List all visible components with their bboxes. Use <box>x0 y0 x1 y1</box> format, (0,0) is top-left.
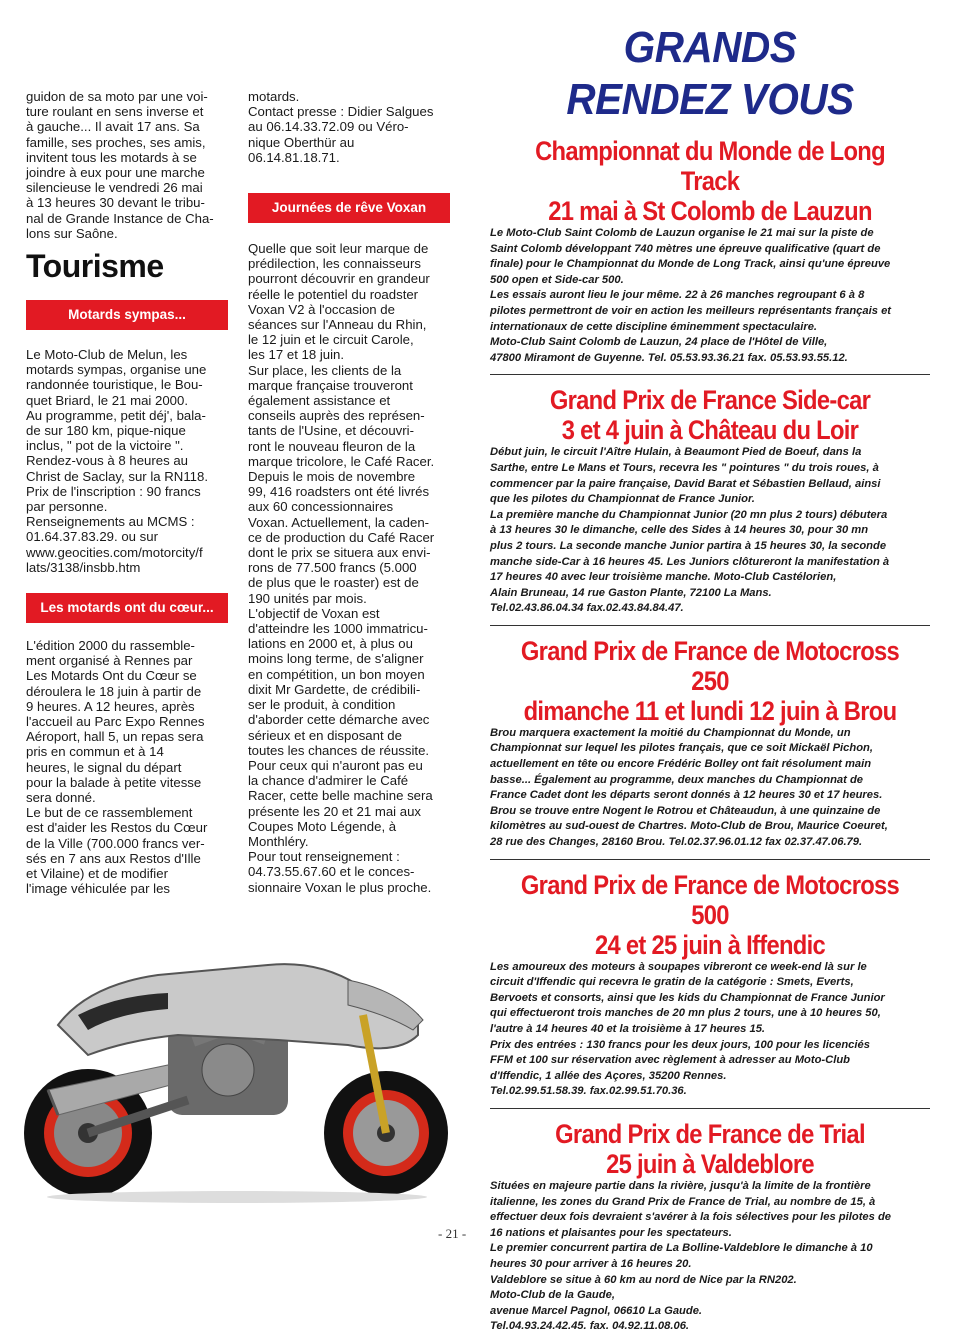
event-block <box>490 870 930 1109</box>
text-line: dixit Mr Gardette, de crédibili- <box>248 681 421 697</box>
text-line: pris en commun et à 14 <box>26 744 164 760</box>
text-line: Aéroport, hall 5, un repas sera <box>26 729 204 745</box>
col1-box1-body <box>26 347 228 575</box>
text-line: Au programme, petit déj', bala- <box>26 407 206 423</box>
text-line: ce de production du Café Racer <box>248 529 435 545</box>
events-list <box>490 136 930 1335</box>
event-line: basse... Également au programme, deux manches du Championnat de <box>490 773 864 786</box>
text-line: aux 60 concessionnaires <box>248 499 394 515</box>
event-line: Situées en majeure partie dans la rivière, jusqu'à la limite de la frontière <box>490 1179 871 1192</box>
text-line: Pour ceux qui n'auront pas eu <box>248 757 423 773</box>
event-line: Saint Colomb développant 740 mètres une épreuve qualificative (quart de <box>490 242 881 255</box>
event-line: Le Moto-Club Saint Colomb de Lauzun organise le 21 mai sur la piste de <box>490 227 874 239</box>
event-line: actuellement en tête ou encore Frédéric Bolley ont fait résolument main <box>490 758 872 771</box>
text-line: Prix de l'inscription : 90 francs <box>26 483 201 499</box>
event-date: 3 et 4 juin à Château du Loir <box>561 415 859 446</box>
event-line: Le premier concurrent partira de La Bolline-Valdeblore le dimanche à 10 <box>490 1242 873 1255</box>
text-line: invitent tous les motards à se <box>26 149 197 165</box>
event-line: finale) pour le Championnat du Monde de Long Track, ainsi qu'une épreuve <box>490 258 891 271</box>
col1-intro <box>26 89 228 241</box>
event-block <box>490 1119 930 1335</box>
event-title: Grand Prix de France de Trial <box>555 1118 865 1149</box>
box-title-motards-sympas: Motards sympas... <box>26 300 228 330</box>
box-title-motards-coeur: Les motards ont du cœur... <box>26 593 228 623</box>
event-line: La première manche du Championnat Junior (20 mn plus 2 tours) débutera <box>490 508 888 521</box>
text-line: lats/3138/insbb.htm <box>26 559 141 575</box>
event-line: France Cadet dont les départs seront donnés à 12 heures 30 et 17 heures. <box>490 789 883 802</box>
page-number: - 21 - <box>438 1226 467 1241</box>
event-line: internationaux de cette discipline éminemment spectaculaire. <box>490 320 818 333</box>
event-line: manche side-Car à 16 heures 45. Les Juniors clôtureront la manifestation à <box>490 555 890 568</box>
text-line: Coupes Moto Légende, à <box>248 818 397 834</box>
text-line: d'atteindre les 1000 immatricu- <box>248 621 428 637</box>
text-line: sera donné. <box>26 790 96 806</box>
event-title: Grand Prix de France de Motocross 500 <box>520 869 900 930</box>
text-line: Le Moto-Club de Melun, les <box>26 347 188 362</box>
text-line: Monthléry. <box>248 833 309 849</box>
text-line: sés en 7 ans aux Restos d'Ille <box>26 850 201 866</box>
event-line: Alain Bruneau, 14 rue Gaston Plante, 72100 La Mans. <box>490 586 772 599</box>
text-line: à 13 heures 30 devant le tribu- <box>26 195 205 211</box>
event-body <box>490 726 930 851</box>
text-line: lons sur Saône. <box>26 225 118 241</box>
text-line: 04.73.55.67.60 et le conces- <box>248 864 415 880</box>
text-line: Quelle que soit leur marque de <box>248 241 429 256</box>
text-line: au 06.14.33.72.09 ou Véro- <box>248 119 409 135</box>
text-line: 06.14.81.18.71. <box>248 149 340 165</box>
event-line: Tel.02.99.51.58.39. fax.02.99.51.70.36. <box>490 1085 687 1098</box>
text-line: prédilection, les connaisseurs <box>248 256 421 272</box>
col2-intro <box>248 89 450 165</box>
event-date: 21 mai à St Colomb de Lauzun <box>548 196 872 226</box>
text-line: réelle le potentiel du roadster <box>248 286 419 302</box>
text-line: dont le prix se situera aux envi- <box>248 545 431 561</box>
text-line: toutes les chances de réussite. <box>248 742 430 758</box>
event-line: Brou marquera exactement la moitié du Championnat du Monde, un <box>490 726 851 739</box>
event-body <box>490 226 930 366</box>
text-line: pourront découvrir en grandeur <box>248 271 430 287</box>
event-line: italienne, les zones du Grand Prix de France de Trial, au nombre de 15, à <box>490 1195 876 1208</box>
text-line: Rendez-vous à 8 heures au <box>26 453 189 469</box>
event-line: avenue Marcel Pagnol, 06610 La Gaude. <box>490 1304 703 1317</box>
event-line: Début juin, le circuit l'Aître Hulain, à Beaumont Pied de Boeuf, dans la <box>490 446 862 459</box>
event-line: d'Iffendic, 1 allée des Açores, 35200 Rennes. <box>490 1069 727 1082</box>
event-line: Tel.04.93.24.42.45. fax. 04.92.11.08.06. <box>490 1320 690 1333</box>
event-title: Grand Prix de France Side-car <box>549 385 871 416</box>
text-line: en compétition, un bon moyen <box>248 666 425 682</box>
section-title-tourisme: Tourisme <box>26 248 164 284</box>
event-body <box>490 445 930 617</box>
event-line: à 13 heures 30 le dimanche, celle des Sides à 14 heures 30, pour 30 mn <box>490 524 869 537</box>
event-line: kilomètres au sud-ouest de Chartres. Moto-Club de Brou, Maurice Coeuret, <box>490 820 888 833</box>
event-body <box>490 1179 930 1335</box>
text-line: et Vilaine) et de modifier <box>26 866 168 882</box>
event-line: que les pilotes du Championnat de France Junior. <box>490 493 755 506</box>
event-block <box>490 385 930 626</box>
event-title: Championnat du Monde de Long Track <box>535 136 885 196</box>
text-line: ture roulant en sens inverse et <box>26 104 204 120</box>
text-line: inclus, " pot de la victoire ". <box>26 438 184 454</box>
page-title-line-1: GRANDS <box>623 23 797 72</box>
event-line: effectuer deux fois devraient s'avérer à la fois sélectives pour les pilotes de <box>490 1211 892 1224</box>
event-line: heures 30 pour arriver à 16 heures 20. <box>490 1257 692 1270</box>
event-line: Moto-Club de la Gaude, <box>490 1289 615 1302</box>
event-block <box>490 136 930 375</box>
event-line: Les essais auront lieu le jour même. 22 à 26 manches regroupant 6 à 8 <box>490 289 865 302</box>
text-line: ser le produit, à condition <box>248 697 396 713</box>
text-line: également assistance et <box>248 393 391 409</box>
text-line: par personne. <box>26 499 108 515</box>
text-line: Christ de Saclay, sur la RN118. <box>26 468 209 484</box>
text-line: guidon de sa moto par une voi- <box>26 89 208 104</box>
text-line: pour la balade à petite vitesse <box>26 774 202 790</box>
text-line: Voxan. Actuellement, la caden- <box>248 514 430 530</box>
event-line: qui effectueront trois manches de 20 mn plus 2 tours, une à 10 heures 50, <box>490 1007 881 1020</box>
event-title: Grand Prix de France de Motocross 250 <box>520 635 900 696</box>
event-line: Sarthe, entre Le Mans et Tours, recevra les " pointures " du trois roues, à <box>490 461 879 474</box>
event-date: 24 et 25 juin à Iffendic <box>594 929 826 960</box>
text-line: moins long terme, de s'aligner <box>248 651 424 667</box>
text-line: Sur place, les clients de la <box>248 362 402 378</box>
text-line: silencieuse le vendredi 26 mai <box>26 180 203 196</box>
event-line: 17 heures 40 avec leur troisième manche. Moto-Club Castélorien, <box>490 571 837 584</box>
event-body <box>490 960 930 1100</box>
text-line: 99, 416 roadsters ont été livrés <box>248 484 430 500</box>
event-divider <box>490 374 930 375</box>
event-divider <box>490 1108 930 1109</box>
event-line: Brou se trouve entre Nogent le Rotrou et Châteaudun, à une quinzaine de <box>490 804 881 817</box>
event-line: Bervoets et consorts, ainsi que les kids du Championnat de France Junior <box>490 991 885 1004</box>
motorcycle-image <box>18 905 456 1205</box>
text-line: séances sur l'Anneau du Rhin, <box>248 317 427 333</box>
text-line: Renseignements au MCMS : <box>26 514 195 530</box>
text-line: Pour tout renseignement : <box>248 849 400 865</box>
event-line: Valdeblore se situe à 60 km au nord de Nice par la RN202. <box>490 1273 797 1286</box>
event-line: 16 nations et plaisantes pour les spectateurs. <box>490 1226 732 1239</box>
text-line: Depuis le mois de novembre <box>248 469 416 485</box>
event-line: Prix des entrées : 130 francs pour les deux jours, 100 pour les licenciés <box>490 1038 870 1051</box>
text-line: Les Motards Ont du Cœur se <box>26 668 197 684</box>
event-line: Les amoureux des moteurs à soupapes vibreront ce week-end là sur le <box>490 960 867 973</box>
event-line: Championnat sur lequel les pilotes français, que ce soit Mickaël Pichon, <box>490 742 873 755</box>
event-line: FFM et 100 sur réservation avec règlement à adresser au Moto-Club <box>490 1054 850 1067</box>
text-line: www.geocities.com/motorcity/f <box>26 544 203 560</box>
text-line: sionnaire Voxan le plus proche. <box>248 879 432 895</box>
text-line: rons de 77.500 francs (5.000 <box>248 560 417 576</box>
text-line: la chance d'admirer le Café <box>248 773 409 789</box>
text-line: présente les 20 et 21 mai aux <box>248 803 422 819</box>
event-line: commencer par la paire française, David Barat et Sébastien Bellaud, ainsi <box>490 477 881 490</box>
text-line: déroulera le 18 juin à partir de <box>26 683 202 699</box>
text-line: randonnée touristique, le Bou- <box>26 377 203 393</box>
text-line: sérieux et en disposant de <box>248 727 402 743</box>
text-line: lations en 2000 et, à plus ou <box>248 636 413 652</box>
text-line: ment organisé à Rennes par <box>26 653 193 669</box>
text-line: motards. <box>248 89 300 104</box>
text-line: le 12 juin et le circuit Carole, <box>248 332 414 348</box>
event-line: l'autre à 14 heures 40 et la troisième à 17 heures 15. <box>490 1023 766 1035</box>
text-line: L'objectif de Voxan est <box>248 605 380 621</box>
event-line: 500 open et Side-car 500. <box>490 273 624 286</box>
text-line: 9 heures. A 12 heures, après <box>26 698 195 714</box>
text-line: quet Briard, le 21 mai 2000. <box>26 392 189 408</box>
text-line: les 17 et 18 juin. <box>248 347 345 363</box>
text-line: motards sympas, organise une <box>26 362 207 378</box>
event-divider <box>490 625 930 626</box>
text-line: 01.64.37.83.29. ou sur <box>26 529 158 545</box>
text-line: 190 unités par mois. <box>248 590 367 606</box>
col2-body <box>248 241 450 895</box>
event-line: 47800 Miramont de Guyenne. Tel. 05.53.93.36.21 fax. 05.53.93.55.12. <box>490 351 848 364</box>
event-line: Moto-Club Saint Colomb de Lauzun, 24 place de l'Hôtel de Ville, <box>490 336 828 349</box>
text-line: heures, le signal du départ <box>26 759 182 775</box>
text-line: l'image véhiculée par les <box>26 881 170 897</box>
text-line: tants de l'Usine, et découvri- <box>248 423 414 439</box>
text-line: marque tricolore, le Café Racer. <box>248 453 435 469</box>
text-line: Voxan V2 à l'occasion de <box>248 301 395 317</box>
event-date: 25 juin à Valdeblore <box>606 1148 814 1179</box>
text-line: joindre à eux pour une marche <box>26 165 205 181</box>
text-line: nal de Grande Instance de Cha- <box>26 210 214 226</box>
event-line: pilotes permettront de voir en action les meilleurs représentants français et <box>490 304 892 317</box>
col1-box2-body <box>26 638 228 896</box>
text-line: marque française trouveront <box>248 377 413 393</box>
event-date: dimanche 11 et lundi 12 juin à Brou <box>523 695 897 726</box>
text-line: conseils auprès des représen- <box>248 408 425 424</box>
text-line: d'aborder cette démarche avec <box>248 712 430 728</box>
page-title <box>508 22 913 126</box>
text-line: famille, ses proches, ses amis, <box>26 134 206 150</box>
page-title-line-2: RENDEZ VOUS <box>566 75 854 124</box>
text-line: Racer, cette belle machine sera <box>248 788 433 804</box>
event-line: Tel.02.43.86.04.34 fax.02.43.84.84.47. <box>490 602 684 615</box>
event-line: circuit d'Iffendic qui recevra le gratin de la catégorie : Smets, Everts, <box>490 976 854 989</box>
text-line: nique Oberthür au <box>248 134 355 150</box>
text-line: Contact presse : Didier Salgues <box>248 104 434 120</box>
text-line: de plus que le roaster) est de <box>248 575 419 591</box>
text-line: est d'aider les Restos du Cœur <box>26 820 208 836</box>
box-title-voxan: Journées de rêve Voxan <box>248 193 450 223</box>
text-line: à gauche... Il avait 17 ans. Sa <box>26 119 200 135</box>
event-line: plus 2 tours. La seconde manche Junior partira à 15 heures 30, la seconde <box>490 539 887 552</box>
text-line: de la Ville (700.000 francs ver- <box>26 835 205 851</box>
text-line: de sur 180 km, pique-nique <box>26 423 186 439</box>
event-line: 28 rue des Changes, 28160 Brou. Tel.02.37.96.01.12 fax 02.37.47.06.79. <box>490 836 863 849</box>
event-divider <box>490 859 930 860</box>
text-line: L'édition 2000 du rassemble- <box>26 638 195 653</box>
text-line: Le but de ce rassemblement <box>26 805 193 821</box>
text-line: l'accueil au Parc Expo Rennes <box>26 714 205 730</box>
event-block <box>490 636 930 860</box>
text-line: ront le nouveau fleuron de la <box>248 438 416 454</box>
